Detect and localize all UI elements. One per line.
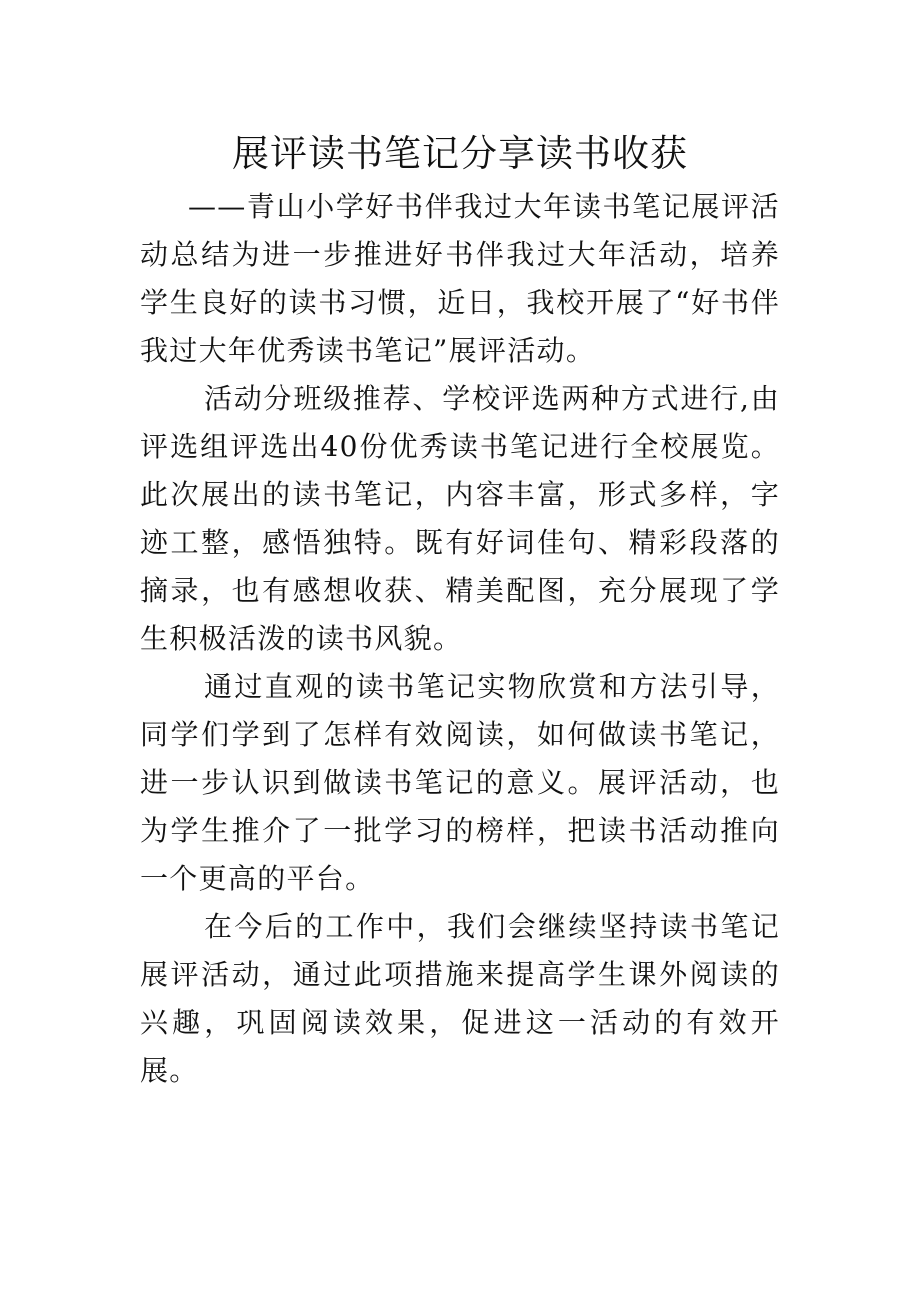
document-body: [140, 183, 780, 1095]
body-paragraph-effect: 通过直观的读书笔记实物欣赏和方法引导，同学们学到了怎样有效阅读，如何做读书笔记，进一步认识到做读书笔记的意义。展评活动，也为学生推介了一批学习的榜样，把读书活动推向一个更高的平台。: [140, 670, 780, 895]
document-title: 展评读书笔记分享读书收获: [232, 132, 688, 175]
intro-paragraph: ——青山小学好书伴我过大年读书笔记展评活动总结为进一步推进好书伴我过大年活动，培养学生良好的读书习惯，近日，我校开展了“好书伴我过大年优秀读书笔记”展评活动。: [140, 190, 780, 367]
body-paragraph-activity: 活动分班级推荐、学校评选两种方式进行,由评选组评选出40份优秀读书笔记进行全校展览。此次展出的读书笔记，内容丰富，形式多样，字迹工整，感悟独特。既有好词佳句、精彩段落的摘录，也有感想收获、精美配图，充分展现了学生积极活泼的读书风貌。: [140, 382, 780, 655]
body-paragraph-future: 在今后的工作中，我们会继续坚持读书笔记展评活动，通过此项措施来提高学生课外阅读的兴趣，巩固阅读效果，促进这一活动的有效开展。: [140, 910, 780, 1087]
